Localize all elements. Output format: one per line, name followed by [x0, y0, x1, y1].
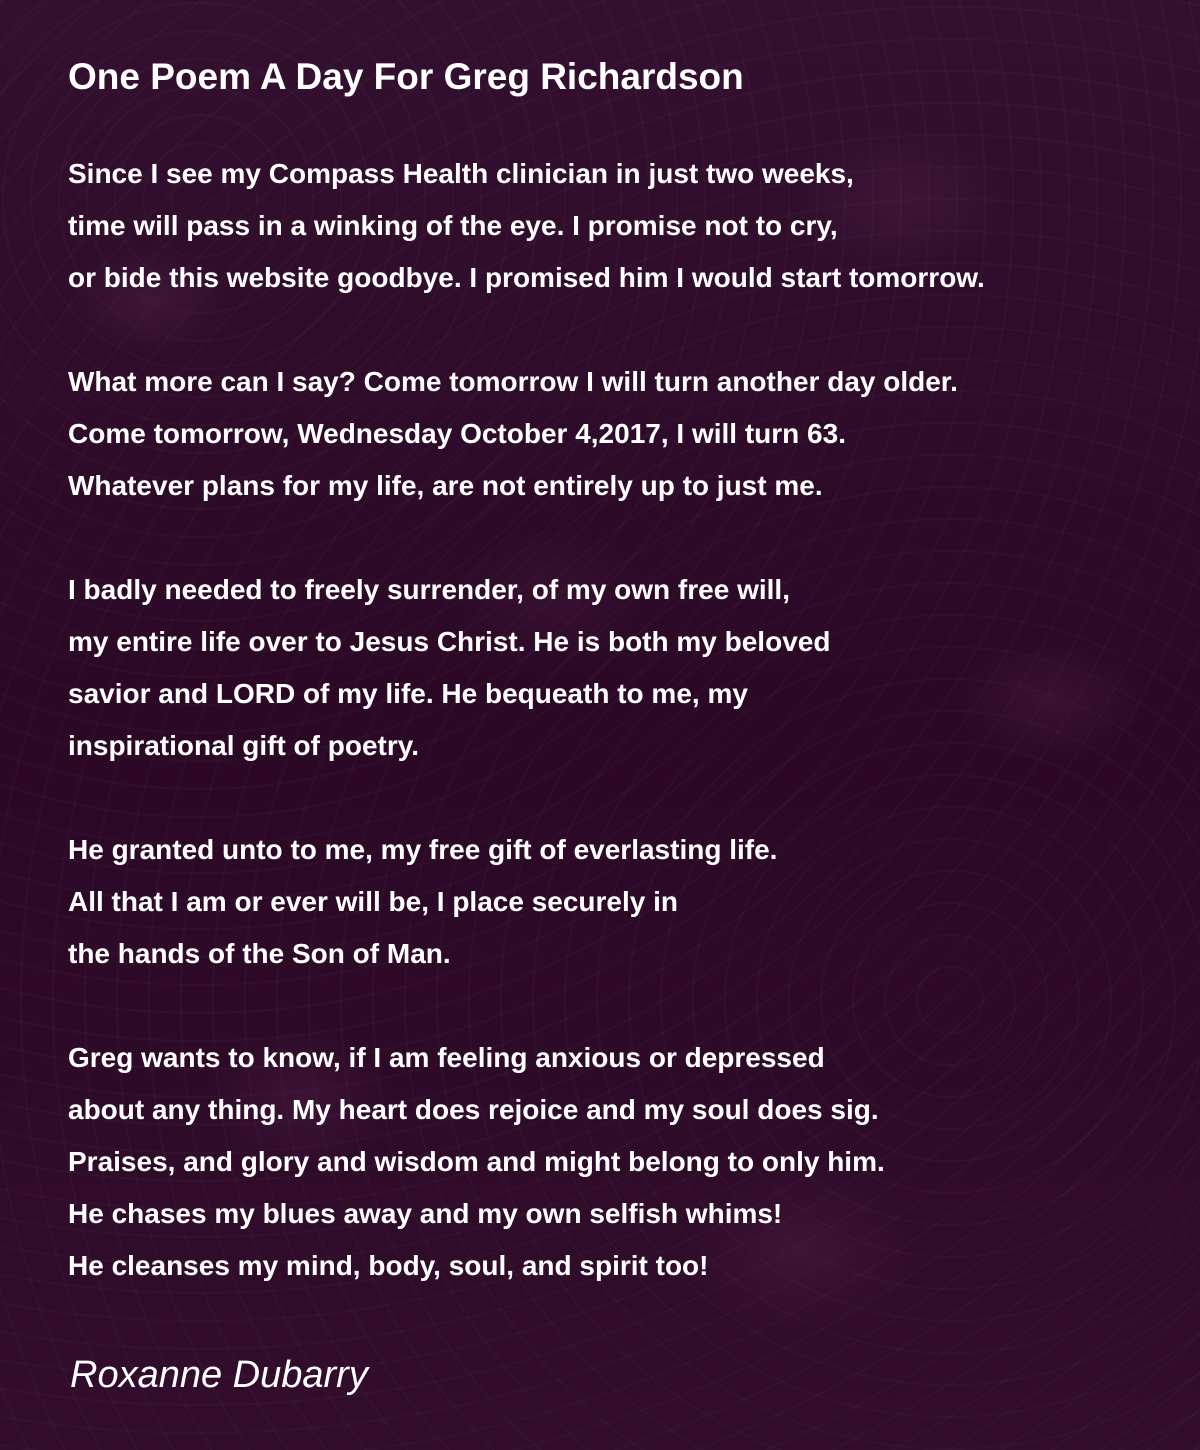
- poem-line: Since I see my Compass Health clinician in just two weeks,: [68, 158, 854, 189]
- poem-line: Come tomorrow, Wednesday October 4,2017, I will turn 63.: [68, 418, 846, 449]
- poem-body: [68, 148, 1178, 1344]
- poem-line: time will pass in a winking of the eye. I promise not to cry,: [68, 210, 838, 241]
- stanza-2: [68, 356, 1178, 512]
- stanza-5: [68, 1032, 1178, 1292]
- poem-line: about any thing. My heart does rejoice and my soul does sig.: [68, 1094, 879, 1125]
- poem-author: Roxanne Dubarry: [70, 1354, 368, 1396]
- poem-line: savior and LORD of my life. He bequeath to me, my: [68, 678, 748, 709]
- poem-line: the hands of the Son of Man.: [68, 938, 451, 969]
- poem-line: Whatever plans for my life, are not entirely up to just me.: [68, 470, 823, 501]
- poem-line: All that I am or ever will be, I place securely in: [68, 886, 679, 917]
- poem-line: inspirational gift of poetry.: [68, 730, 420, 761]
- poem-line: my entire life over to Jesus Christ. He is both my beloved: [68, 626, 831, 657]
- stanza-1: [68, 148, 1178, 304]
- poem-line: He cleanses my mind, body, soul, and spirit too!: [68, 1250, 709, 1281]
- poem-line: He chases my blues away and my own selfish whims!: [68, 1198, 783, 1229]
- poem-line: He granted unto to me, my free gift of everlasting life.: [68, 834, 778, 865]
- poem-line: What more can I say? Come tomorrow I will turn another day older.: [68, 366, 958, 397]
- stanza-3: [68, 564, 1178, 772]
- stanza-4: [68, 824, 1178, 980]
- poem-line: I badly needed to freely surrender, of my own free will,: [68, 574, 790, 605]
- poem-title: One Poem A Day For Greg Richardson: [68, 56, 744, 97]
- poem-line: Greg wants to know, if I am feeling anxious or depressed: [68, 1042, 825, 1073]
- poem-line: Praises, and glory and wisdom and might belong to only him.: [68, 1146, 885, 1177]
- poem-line: or bide this website goodbye. I promised him I would start tomorrow.: [68, 262, 985, 293]
